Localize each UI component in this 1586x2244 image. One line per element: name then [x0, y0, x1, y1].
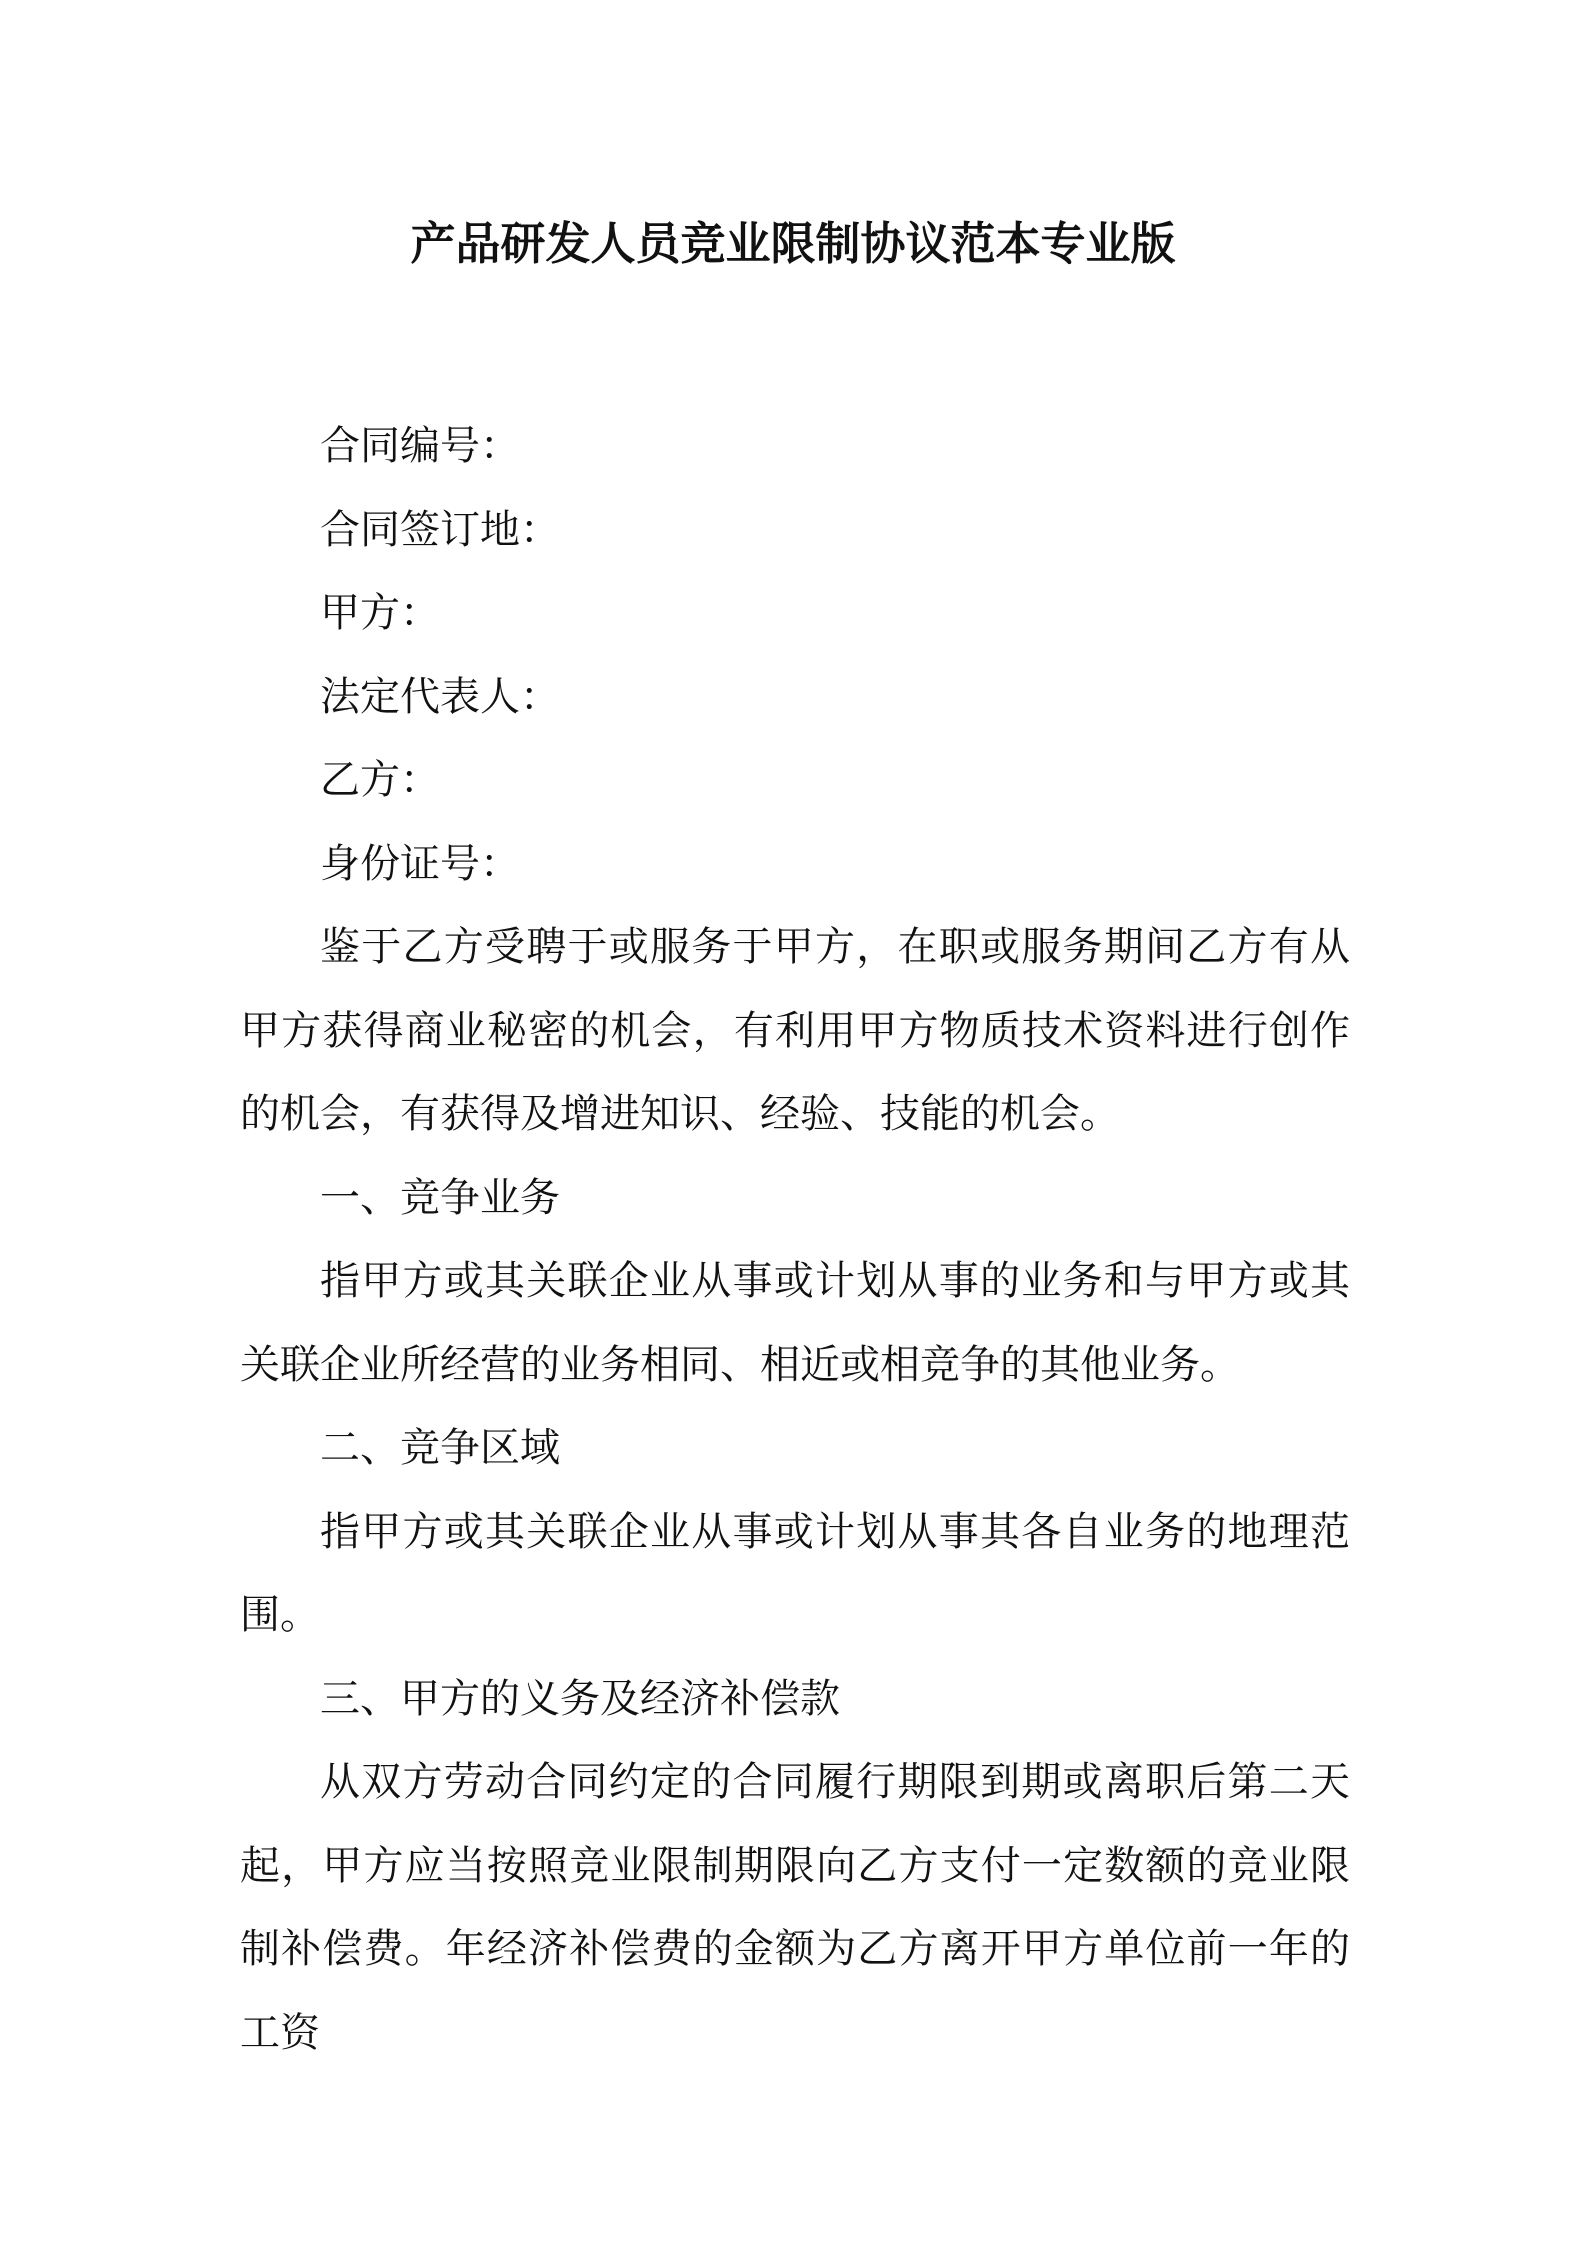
id-number-field: 身份证号：	[320, 840, 520, 887]
party-b-field: 乙方：	[320, 757, 440, 803]
legal-representative-field: 法定代表人：	[320, 673, 560, 720]
party-a-field: 甲方：	[320, 590, 440, 636]
section-paragraph: 指甲方或其关联企业从事或计划从事的业务和与甲方或其关联企业所经营的业务相同、相近或相竞争的其他业务。	[240, 1258, 1350, 1388]
section-heading: 二、竞争区域	[320, 1425, 560, 1471]
signing-place-field: 合同签订地：	[320, 506, 560, 553]
contract-number-field: 合同编号：	[320, 423, 520, 469]
document-body	[240, 405, 1350, 2075]
section-heading: 一、竞争业务	[320, 1174, 560, 1221]
section-heading: 三、甲方的义务及经济补偿款	[320, 1675, 840, 1722]
document-title: 产品研发人员竞业限制协议范本专业版	[410, 217, 1176, 270]
section-paragraph: 指甲方或其关联企业从事或计划从事其各自业务的地理范围。	[240, 1508, 1350, 1638]
preamble-paragraph: 鉴于乙方受聘于或服务于甲方，在职或服务期间乙方有从甲方获得商业秘密的机会，有利用甲方物质技术资料进行创作的机会，有获得及增进知识、经验、技能的机会。	[240, 924, 1350, 1137]
section-paragraph: 从双方劳动合同约定的合同履行期限到期或离职后第二天起，甲方应当按照竞业限制期限向乙方支付一定数额的竞业限制补偿费。年经济补偿费的金额为乙方离开甲方单位前一年的工资	[240, 1759, 1350, 2056]
